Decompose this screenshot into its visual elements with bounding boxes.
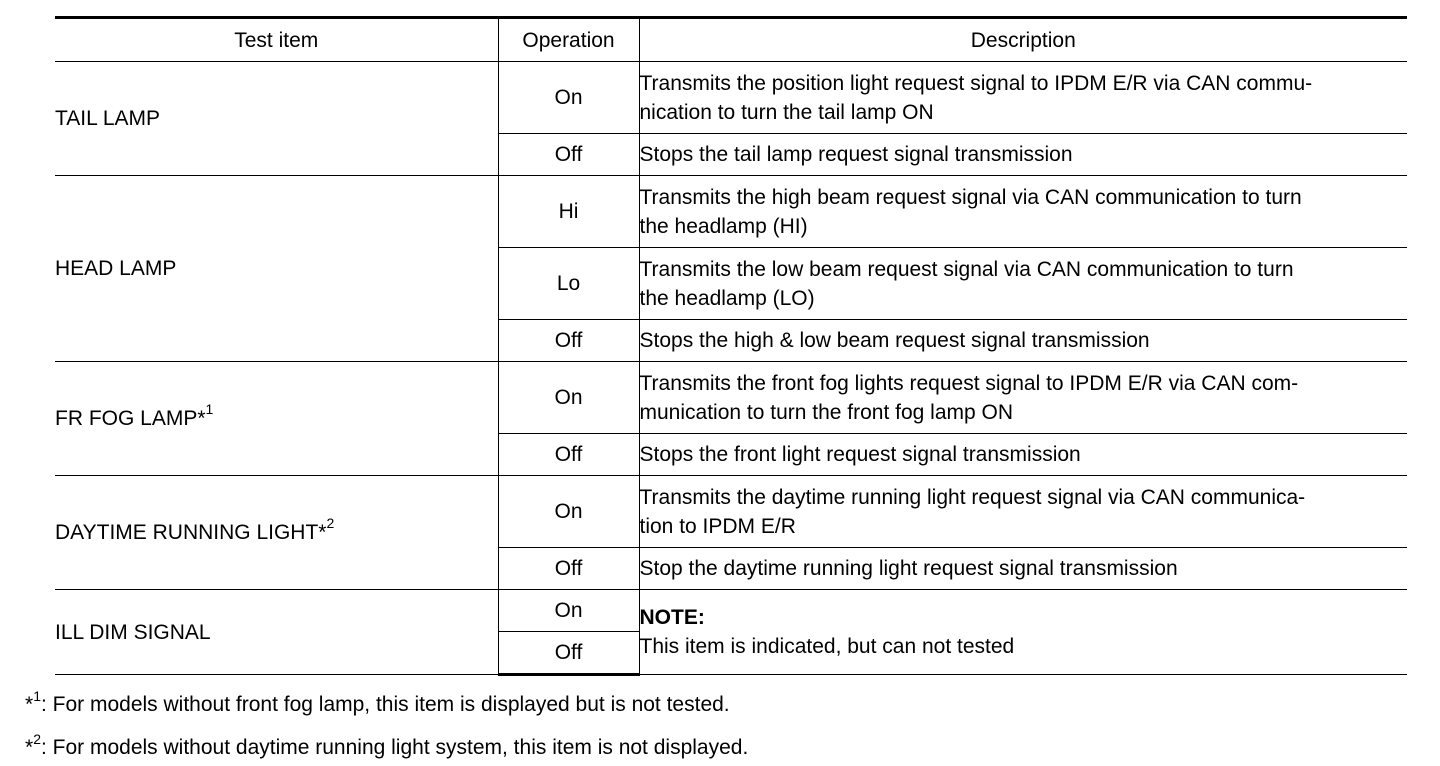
operation-cell: Lo [498, 248, 639, 320]
footnote-1: *$^1$: For models without front fog lamp, this item is displayed but is not tested. [25, 688, 730, 716]
description-cell: Stops the high & low beam request signal transmission [639, 320, 1407, 362]
description-cell: Stop the daytime running light request signal transmission [639, 548, 1407, 590]
description-cell: Transmits the position light request signal to IPDM E/R via CAN commu- nication to turn the tail lamp ON [639, 62, 1407, 134]
test-item-fr-fog-lamp: FR FOG LAMP*$^1$ [55, 362, 498, 476]
description-note-cell [639, 590, 1407, 675]
description-cell: Transmits the daytime running light request signal via CAN communica- tion to IPDM E/R [639, 476, 1407, 548]
test-item-table-container [55, 16, 1407, 676]
test-item-table [55, 16, 1407, 676]
test-item-head-lamp: HEAD LAMP [55, 176, 498, 362]
operation-cell: On [498, 476, 639, 548]
operation-cell: On [498, 62, 639, 134]
operation-cell: Off [498, 548, 639, 590]
table-row [55, 62, 1407, 134]
table-row [55, 362, 1407, 434]
operation-cell: On [498, 590, 639, 632]
header-test-item: Test item [55, 18, 498, 62]
description-cell: Transmits the low beam request signal via CAN communication to turn the headlamp (LO) [639, 248, 1407, 320]
operation-cell: Off [498, 134, 639, 176]
note-label: NOTE: [639, 606, 705, 629]
header-operation: Operation [498, 18, 639, 62]
description-cell: Stops the front light request signal transmission [639, 434, 1407, 476]
footnote-2: *$^2$: For models without daytime running light system, this item is not displayed. [25, 731, 749, 759]
operation-cell: Hi [498, 176, 639, 248]
table-row [55, 590, 1407, 632]
description-cell: Stops the tail lamp request signal transmission [639, 134, 1407, 176]
note-text: This item is indicated, but can not tested [639, 635, 1015, 658]
description-cell: Transmits the front fog lights request signal to IPDM E/R via CAN com- munication to turn the front fog lamp ON [639, 362, 1407, 434]
operation-cell: On [498, 362, 639, 434]
header-description: Description [639, 18, 1407, 62]
operation-cell: Off [498, 632, 639, 675]
table-header-row [55, 18, 1407, 62]
test-item-daytime-running-light: DAYTIME RUNNING LIGHT*$^2$ [55, 476, 498, 590]
test-item-ill-dim-signal: ILL DIM SIGNAL [55, 590, 498, 675]
operation-cell: Off [498, 320, 639, 362]
description-cell: Transmits the high beam request signal via CAN communication to turn the headlamp (HI) [639, 176, 1407, 248]
footnote-ref: 2 [326, 515, 335, 531]
table-row [55, 176, 1407, 248]
operation-cell: Off [498, 434, 639, 476]
table-row [55, 476, 1407, 548]
test-item-tail-lamp: TAIL LAMP [55, 62, 498, 176]
footnote-ref: 1 [205, 401, 214, 417]
